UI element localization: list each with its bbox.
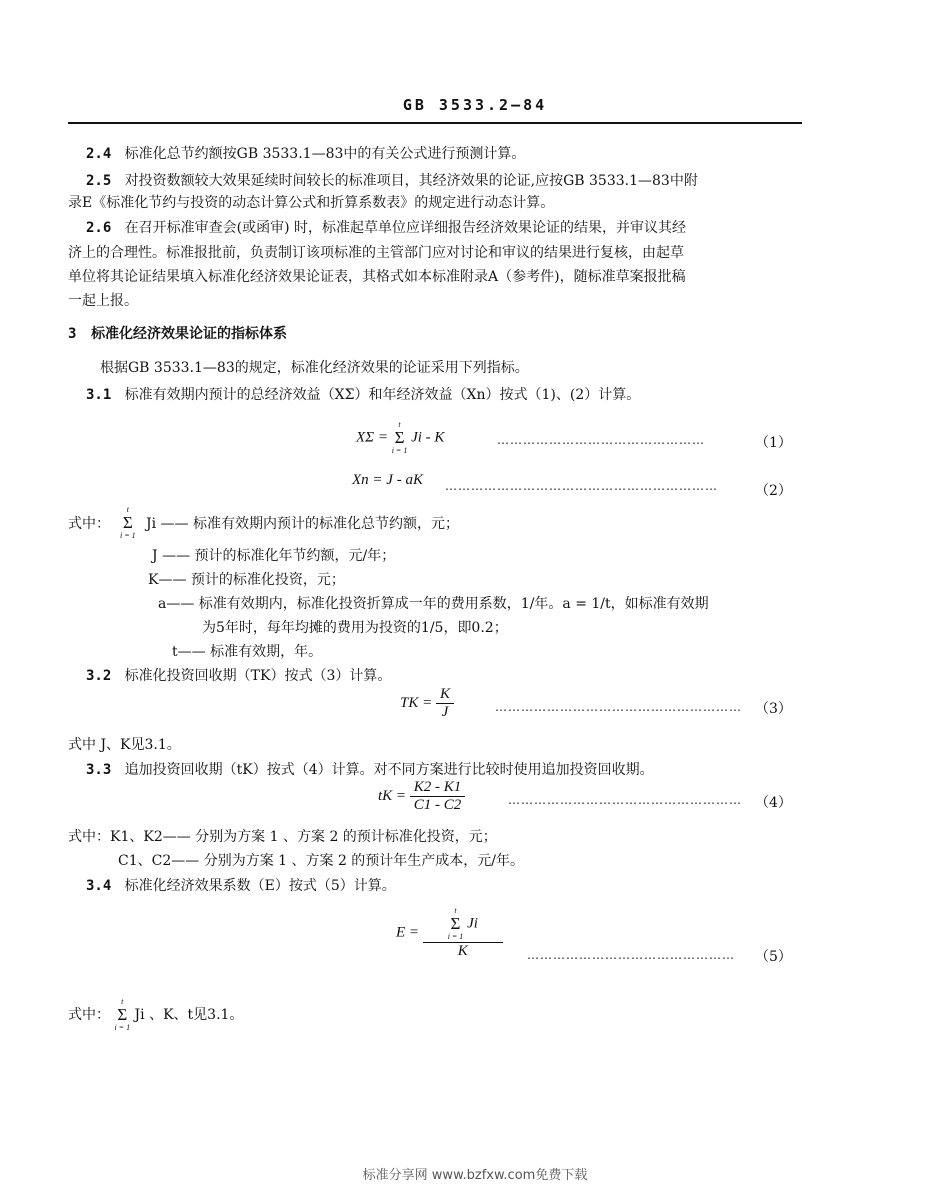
where-3-line2: C1、C2—— 分别为方案 1 、方案 2 的预计年生产成本，元/年。 [118, 853, 525, 869]
fraction [436, 686, 454, 721]
header-rule [68, 122, 802, 124]
sigma-symbol: Σ [450, 914, 461, 933]
definition-a-cont: 为5年时，每年均摊的费用为投资的1/5，即0.2； [202, 620, 508, 636]
section-text: 追加投资回收期（tK）按式（4）计算。对不同方案进行比较时使用追加投资回收期。 [124, 762, 654, 778]
formula-5 [396, 906, 503, 960]
section-text: 标准化经济效果系数（E）按式（5）计算。 [124, 878, 396, 894]
summation [120, 505, 136, 541]
section-3-4 [86, 874, 396, 898]
section-2-6-line3: 单位将其论证结果填入标准化经济效果论证表，其格式如本标准附录A（参考件)，随标准草案报批稿 [68, 269, 686, 285]
numerator: K [436, 686, 454, 704]
fraction [410, 779, 466, 814]
formula-4 [378, 779, 465, 814]
section-text: 标准有效期内预计的总经济效益（XΣ）和年经济效益（Xn）按式（1)、(2）计算。 [124, 387, 641, 403]
section-number: 3 [68, 326, 77, 342]
section-2-6 [86, 216, 686, 240]
sigma-symbol: Σ [394, 428, 405, 447]
sum-upper: t [126, 505, 129, 514]
sum-upper: t [121, 997, 124, 1006]
numerator-term: Ji [467, 915, 478, 932]
fraction [423, 906, 503, 960]
summation [392, 420, 408, 456]
definition-ji: Ji —— 标准有效期内预计的标准化总节约额，元； [146, 516, 459, 532]
sigma-symbol: Σ [122, 513, 133, 532]
where-label: 式中： [68, 516, 110, 532]
formula-rhs: Ji - K [411, 429, 445, 446]
section-text: 标准化投资回收期（TK）按式（3）计算。 [124, 668, 392, 684]
section-2-6-line2: 济上的合理性。标准报批前，负责制订该项标准的主管部门应对讨论和审议的结果进行复核，由起草 [68, 245, 684, 261]
denominator: J [441, 704, 449, 720]
page-header: GB 3533.2—84 [402, 96, 548, 114]
definition-a: a—— 标准有效期内，标准化投资折算成一年的费用系数，1/年。a = 1/t，如标准有效期 [158, 596, 709, 612]
summation-symbol [120, 505, 136, 541]
equation-number: （2） [755, 483, 792, 499]
sum-upper: t [398, 420, 401, 429]
leader-dots: ………………………………………… [527, 948, 735, 962]
leader-dots: ……………………………………………… [508, 793, 742, 807]
section-text: 在召开标准审查会(或函审) 时，标准起草单位应详细报告经济效果论证的结果，并审议其经 [124, 220, 687, 236]
footer-watermark: 标准分享网 www.bzfxw.com免费下载 [362, 1168, 588, 1183]
denominator: C1 - C2 [413, 797, 462, 813]
section-number: 3.1 [86, 387, 112, 403]
formula-lhs: E = [396, 924, 420, 941]
leader-dots: ………………………………………… [497, 433, 705, 447]
section-3-heading [68, 322, 287, 346]
formula-1 [356, 420, 444, 456]
section-2-5 [86, 169, 698, 193]
denominator: K [457, 943, 468, 959]
where-label: 式中： [68, 1007, 110, 1023]
summation [448, 906, 464, 942]
formula-3 [400, 686, 454, 721]
where-2: 式中 J、K见3.1。 [68, 737, 181, 753]
section-number: 3.3 [86, 762, 112, 778]
section-3-3 [86, 758, 654, 782]
equation-number: （5） [755, 949, 792, 965]
formula-2: Xn = J - aK [352, 472, 423, 488]
sum-lower: i = 1 [120, 531, 136, 540]
leader-dots: ……………………………………………………… [445, 479, 718, 493]
sigma-symbol: Σ [117, 1005, 128, 1024]
section-title: 标准化经济效果论证的指标体系 [91, 326, 288, 342]
section-3-1 [86, 383, 640, 407]
where-rest: Ji 、K、t见3.1。 [134, 1007, 244, 1023]
section-number: 2.4 [86, 146, 112, 162]
formula-lhs: XΣ = [356, 429, 388, 446]
section-number: 3.2 [86, 668, 112, 684]
definition-t: t—— 标准有效期，年。 [172, 644, 323, 660]
equation-number: （4） [755, 795, 792, 811]
sum-lower: i = 1 [447, 932, 464, 941]
equation-number: （3） [755, 701, 792, 717]
formula-lhs: tK = [378, 788, 407, 804]
where-4 [68, 997, 243, 1033]
numerator [423, 906, 503, 943]
section-2-6-line4: 一起上报。 [68, 293, 138, 309]
section-text: 对投资数额较大效果延续时间较长的标准项目，其经济效果的论证,应按GB 3533.1—83中附 [124, 173, 698, 189]
section-number: 2.5 [86, 173, 112, 189]
section-number: 3.4 [86, 878, 112, 894]
where-3-line1: 式中：K1、K2—— 分别为方案 1 、方案 2 的预计标准化投资，元； [68, 829, 497, 845]
section-2-5-cont: 录E《标准化节约与投资的动态计算公式和折算系数表》的规定进行动态计算。 [68, 195, 555, 211]
leader-dots: ………………………………………………… [495, 700, 742, 714]
sum-upper: t [454, 906, 457, 915]
section-3-2 [86, 664, 391, 688]
summation [114, 997, 130, 1033]
sum-lower: i = 1 [391, 446, 408, 455]
section-number: 2.6 [86, 220, 112, 236]
sum-lower: i = 1 [114, 1023, 131, 1032]
numerator: K2 - K1 [410, 779, 466, 797]
definition-j: J —— 预计的标准化年节约额，元/年； [152, 548, 396, 564]
section-2-4 [86, 142, 525, 166]
section-3-intro: 根据GB 3533.1—83的规定，标准化经济效果的论证采用下列指标。 [100, 360, 529, 376]
definition-k: K—— 预计的标准化投资，元； [148, 572, 345, 588]
equation-number: （1） [755, 435, 792, 451]
section-text: 标准化总节约额按GB 3533.1—83中的有关公式进行预测计算。 [124, 146, 526, 162]
formula-lhs: TK = [400, 695, 433, 711]
